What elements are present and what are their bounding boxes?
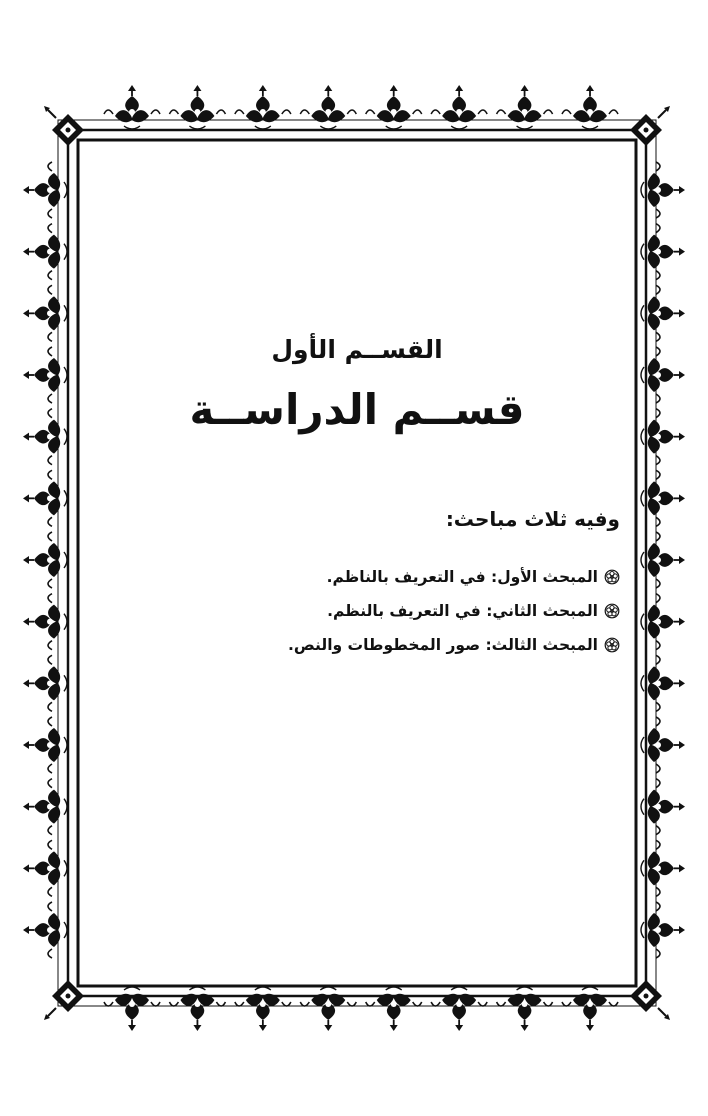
- border-ornament: [23, 779, 67, 835]
- border-ornament: [23, 655, 67, 711]
- border-ornament: [23, 285, 67, 341]
- border-ornament: [300, 987, 356, 1031]
- border-ornament: [641, 840, 685, 896]
- border-ornament: [23, 532, 67, 588]
- list-item: [288, 560, 620, 594]
- border-ornament: [235, 85, 291, 129]
- list-item: [288, 594, 620, 628]
- border-ornament: [641, 717, 685, 773]
- intro-text: وفيه ثلاث مباحث:: [445, 507, 620, 531]
- border-ornament: [23, 470, 67, 526]
- border-ornament: [641, 902, 685, 958]
- section-label: القســم الأول: [271, 335, 443, 364]
- border-ornament: [641, 347, 685, 403]
- topic-text: المبحث الثالث: صور المخطوطات والنص.: [288, 636, 598, 654]
- page-content: [84, 145, 630, 981]
- border-ornament: [641, 532, 685, 588]
- flower-icon: [604, 569, 620, 585]
- border-ornament: [104, 85, 160, 129]
- border-ornament: [23, 902, 67, 958]
- border-ornament: [104, 987, 160, 1031]
- border-ornament: [641, 409, 685, 465]
- border-ornament: [169, 85, 225, 129]
- border-ornament: [23, 347, 67, 403]
- border-ornament: [23, 162, 67, 218]
- section-title: قســم الدراســة: [189, 385, 525, 434]
- border-ornament: [497, 987, 553, 1031]
- border-ornament: [23, 594, 67, 650]
- border-ornament: [497, 85, 553, 129]
- border-ornament: [431, 85, 487, 129]
- list-item: [288, 628, 620, 662]
- border-ornament: [641, 162, 685, 218]
- border-ornament: [23, 224, 67, 280]
- border-ornament: [641, 655, 685, 711]
- border-ornament: [366, 85, 422, 129]
- border-ornament: [641, 224, 685, 280]
- border-ornament: [23, 840, 67, 896]
- border-ornament: [562, 85, 618, 129]
- border-ornament: [641, 594, 685, 650]
- border-ornament: [562, 987, 618, 1031]
- border-ornament: [641, 285, 685, 341]
- topic-text: المبحث الثاني: في التعريف بالنظم.: [327, 602, 598, 620]
- border-ornament: [641, 779, 685, 835]
- topics-list: [288, 560, 620, 662]
- border-ornament: [169, 987, 225, 1031]
- flower-icon: [604, 603, 620, 619]
- border-ornament: [641, 470, 685, 526]
- flower-icon: [604, 637, 620, 653]
- border-ornament: [366, 987, 422, 1031]
- border-ornament: [235, 987, 291, 1031]
- topic-text: المبحث الأول: في التعريف بالناظم.: [326, 568, 598, 586]
- border-ornament: [300, 85, 356, 129]
- border-ornament: [431, 987, 487, 1031]
- border-ornament: [23, 717, 67, 773]
- border-ornament: [23, 409, 67, 465]
